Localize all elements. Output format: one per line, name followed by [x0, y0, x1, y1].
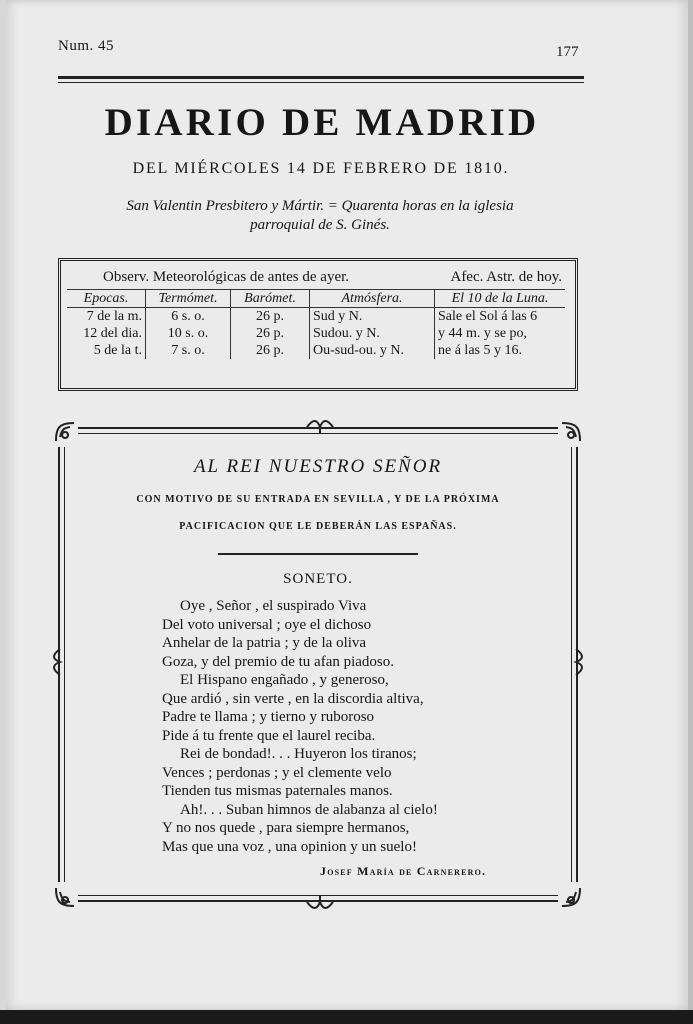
- page-number: 177: [556, 44, 579, 60]
- verse-line: Pide á tu frente que el laurel reciba.: [162, 727, 376, 744]
- temp-cell: 6 s. o.: [146, 308, 231, 326]
- epoch-cell: 12 del dia.: [83, 326, 142, 341]
- section-divider: [218, 553, 418, 555]
- poem-title: AL REI NUESTRO SEÑOR: [193, 456, 443, 477]
- verse-line: Padre te llama ; y tierno y ruboroso: [162, 709, 375, 725]
- scan-bottom-edge: [0, 1010, 693, 1024]
- atmos-cell: Sudou. y N.: [310, 325, 435, 342]
- verse-line: Rei de bondad!. . . Huyeron los tiranos;: [180, 746, 417, 762]
- side-ornament-icon: [566, 647, 586, 677]
- atmos-cell: Sud y N.: [310, 308, 435, 326]
- side-ornament-icon: [50, 647, 70, 677]
- verse-line: Y no nos quede , para siempre hermanos,: [162, 820, 410, 836]
- masthead-title: DIARIO DE MADRID: [104, 101, 540, 144]
- epoch-cell: 7 de la m.: [86, 309, 142, 324]
- weather-row: [67, 325, 565, 342]
- col-epochs: Epocas.: [67, 290, 146, 308]
- col-thermometer: Termómet.: [146, 290, 231, 308]
- verse-line: Que ardió , sin verte , en la discordia altiva,: [162, 690, 424, 707]
- baro-cell: 26 p.: [231, 342, 310, 359]
- corner-ornament-icon: [558, 884, 584, 910]
- verse-line: Oye , Señor , el suspirado Viva: [180, 598, 367, 614]
- verse-line: Vences ; perdonas ; y el clemente velo: [162, 764, 392, 781]
- verse-line: Anhelar de la patria ; y de la oliva: [162, 635, 367, 651]
- top-center-ornament-icon: [305, 417, 335, 437]
- verse-line: Mas que una voz , una opinion y un suelo!: [162, 838, 417, 855]
- baro-cell: 26 p.: [231, 308, 310, 326]
- weather-table-box: [58, 258, 578, 391]
- corner-ornament-icon: [52, 419, 78, 445]
- issue-number: Num. 45: [58, 38, 114, 54]
- weather-row: [67, 308, 565, 326]
- poem-form-label: SONETO.: [283, 571, 353, 587]
- astro-heading: Afec. Astr. de hoy.: [450, 269, 562, 285]
- baro-cell: 26 p.: [231, 325, 310, 342]
- lunar-cell: ne á las 5 y 16.: [435, 342, 566, 359]
- bottom-center-ornament-icon: [305, 892, 335, 912]
- temp-cell: 7 s. o.: [146, 342, 231, 359]
- weather-heading: Observ. Meteorológicas de antes de ayer.: [103, 269, 350, 285]
- saint-of-day: [70, 197, 570, 235]
- issue-date: DEL MIÉRCOLES 14 DE FEBRERO DE 1810.: [132, 160, 510, 177]
- verse-line: Tienden tus mismas paternales manos.: [162, 783, 393, 799]
- verse-line: Ah!. . . Suban himnos de alabanza al cielo!: [180, 801, 438, 818]
- poem-occasion-line-2: PACIFICACION QUE LE DEBERÁN LAS ESPAÑAS.: [179, 521, 457, 532]
- lunar-cell: y 44 m. y se po,: [435, 325, 566, 342]
- weather-table: [67, 265, 565, 359]
- corner-ornament-icon: [52, 884, 78, 910]
- atmos-cell: Ou-sud-ou. y N.: [310, 342, 435, 359]
- col-barometer: Barómet.: [231, 290, 310, 308]
- corner-ornament-icon: [558, 419, 584, 445]
- verse-line: Del voto universal ; oye el dichoso: [162, 616, 372, 633]
- saint-line-2: parroquial de S. Ginés.: [250, 217, 390, 233]
- poem-occasion-line-1: CON MOTIVO DE SU ENTRADA EN SEVILLA , Y DE LA PRÓXIMA: [136, 494, 500, 505]
- sonnet-verses: [162, 597, 438, 856]
- col-moon: El 10 de la Luna.: [435, 290, 566, 308]
- col-atmosphere: Atmósfera.: [310, 290, 435, 308]
- lunar-cell: Sale el Sol á las 6: [435, 308, 566, 326]
- temp-cell: 10 s. o.: [146, 325, 231, 342]
- epoch-cell: 5 de la t.: [93, 343, 142, 358]
- saint-line-1: San Valentin Presbitero y Mártir. = Quarenta horas en la iglesia: [126, 198, 514, 214]
- poem-author: Josef María de Carnerero.: [320, 864, 487, 878]
- header-rule: [58, 76, 584, 83]
- weather-row: [67, 342, 565, 359]
- verse-line: El Hispano engañado , y generoso,: [180, 672, 389, 688]
- verse-line: Goza, y del premio de tu afan piadoso.: [162, 653, 395, 670]
